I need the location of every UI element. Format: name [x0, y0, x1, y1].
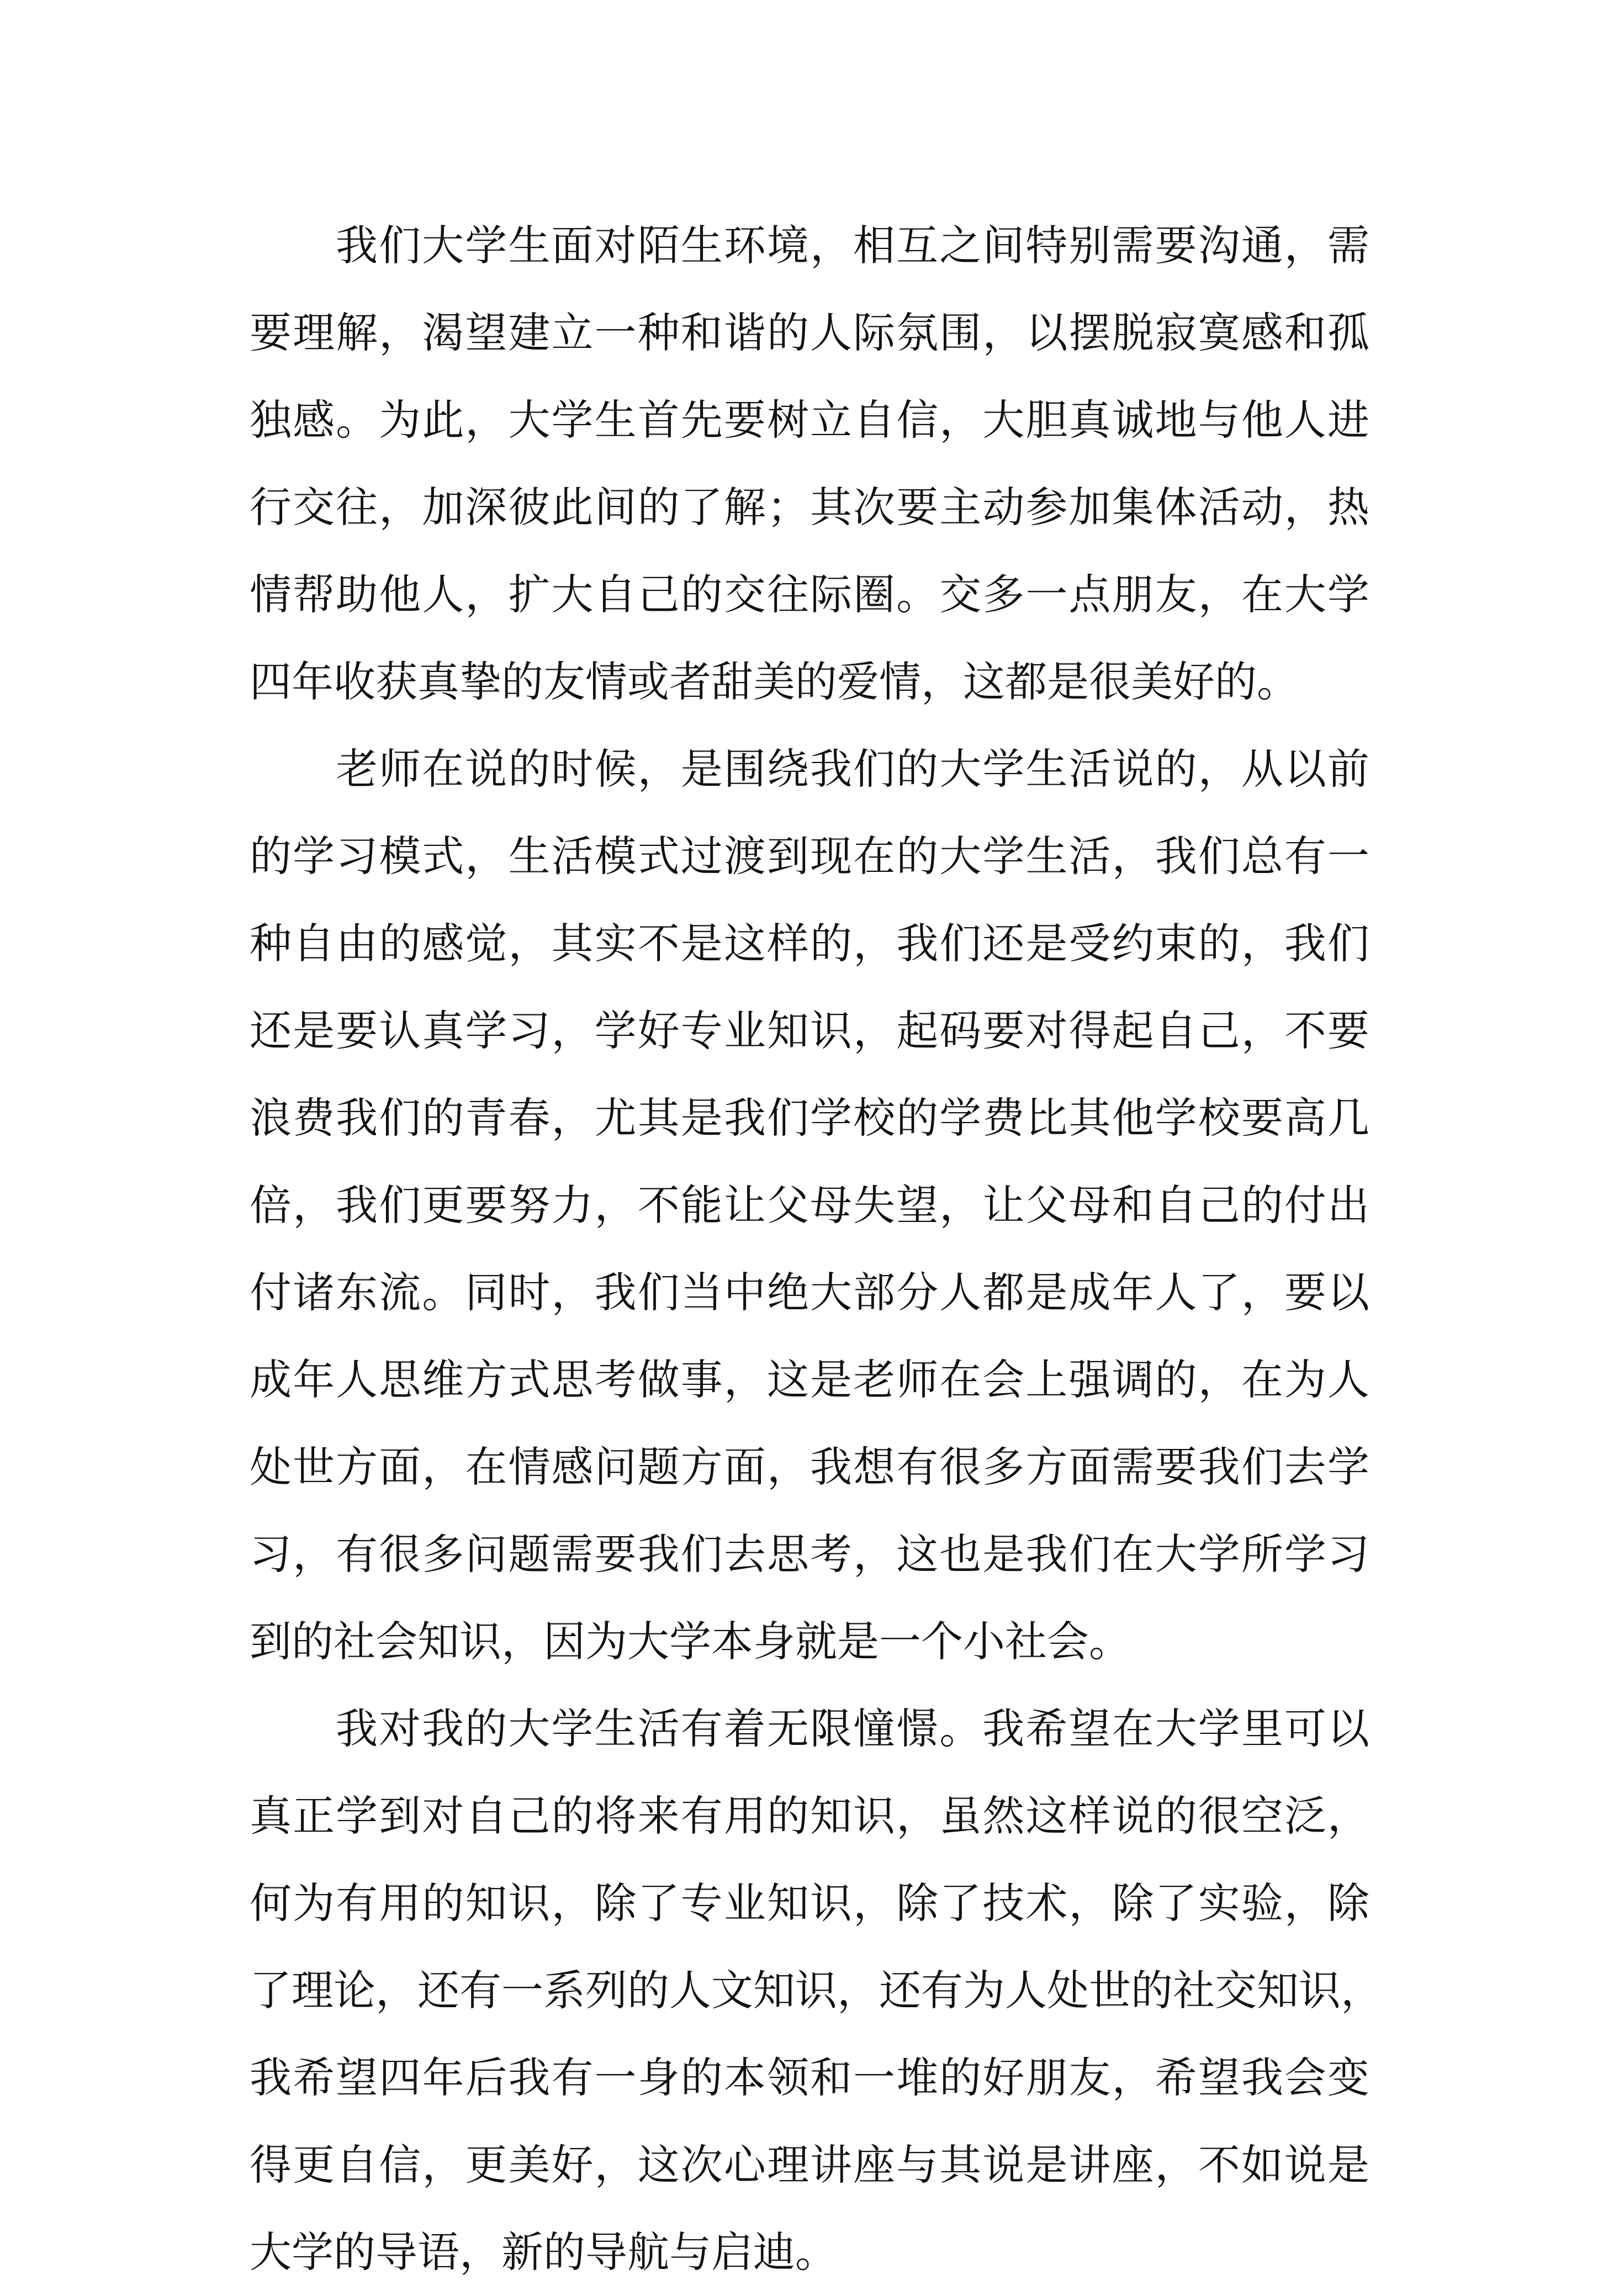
- text-line: 情帮助他人，扩大自己的交往际圈。交多一点朋友，在大学: [250, 570, 1369, 619]
- text-line: 还是要认真学习，学好专业知识，起码要对得起自己，不要: [250, 1006, 1369, 1055]
- text-line: 真正学到对自己的将来有用的知识，虽然这样说的很空泛，: [250, 1791, 1369, 1840]
- text-line: 我希望四年后我有一身的本领和一堆的好朋友，希望我会变: [250, 2053, 1369, 2102]
- text-line: 独感。为此，大学生首先要树立自信，大胆真诚地与他人进: [250, 395, 1369, 445]
- text-line: 我们大学生面对陌生环境，相互之间特别需要沟通，需: [336, 221, 1369, 270]
- text-line: 我对我的大学生活有着无限憧憬。我希望在大学里可以: [336, 1704, 1369, 1753]
- text-line: 得更自信，更美好，这次心理讲座与其说是讲座，不如说是: [250, 2140, 1369, 2189]
- paragraph-expectations: [250, 1685, 1383, 2296]
- text-line: 种自由的感觉，其实不是这样的，我们还是受约束的，我们: [250, 919, 1369, 968]
- text-line: 老师在说的时候，是围绕我们的大学生活说的，从以前: [336, 744, 1369, 793]
- text-line: 成年人思维方式思考做事，这是老师在会上强调的，在为人: [250, 1355, 1369, 1404]
- text-line: 到的社会知识，因为大学本身就是一个小社会。: [250, 1617, 1131, 1666]
- text-line: 处世方面，在情感问题方面，我想有很多方面需要我们去学: [250, 1442, 1369, 1491]
- text-line: 何为有用的知识，除了专业知识，除了技术，除了实验，除: [250, 1879, 1369, 1928]
- text-line: 倍，我们更要努力，不能让父母失望，让父母和自己的付出: [250, 1181, 1369, 1230]
- text-line: 行交往，加深彼此间的了解；其次要主动参加集体活动，热: [250, 483, 1369, 532]
- text-line: 要理解，渴望建立一种和谐的人际氛围，以摆脱寂寞感和孤: [250, 308, 1369, 357]
- paragraph-teacher-talk: [250, 726, 1369, 1685]
- text-line: 大学的导语，新的导航与启迪。: [250, 2228, 837, 2277]
- text-line: 付诸东流。同时，我们当中绝大部分人都是成年人了，要以: [250, 1268, 1369, 1317]
- text-line: 浪费我们的青春，尤其是我们学校的学费比其他学校要高几: [250, 1093, 1369, 1142]
- document-body: [250, 202, 1383, 2296]
- text-line: 四年收获真挚的友情或者甜美的爱情，这都是很美好的。: [250, 657, 1299, 706]
- text-line: 习，有很多问题需要我们去思考，这也是我们在大学所学习: [250, 1530, 1369, 1579]
- paragraph-relationships: [250, 202, 1369, 726]
- text-line: 了理论，还有一系列的人文知识，还有为人处世的社交知识，: [250, 1966, 1383, 2015]
- text-line: 的学习模式，生活模式过渡到现在的大学生活，我们总有一: [250, 832, 1369, 881]
